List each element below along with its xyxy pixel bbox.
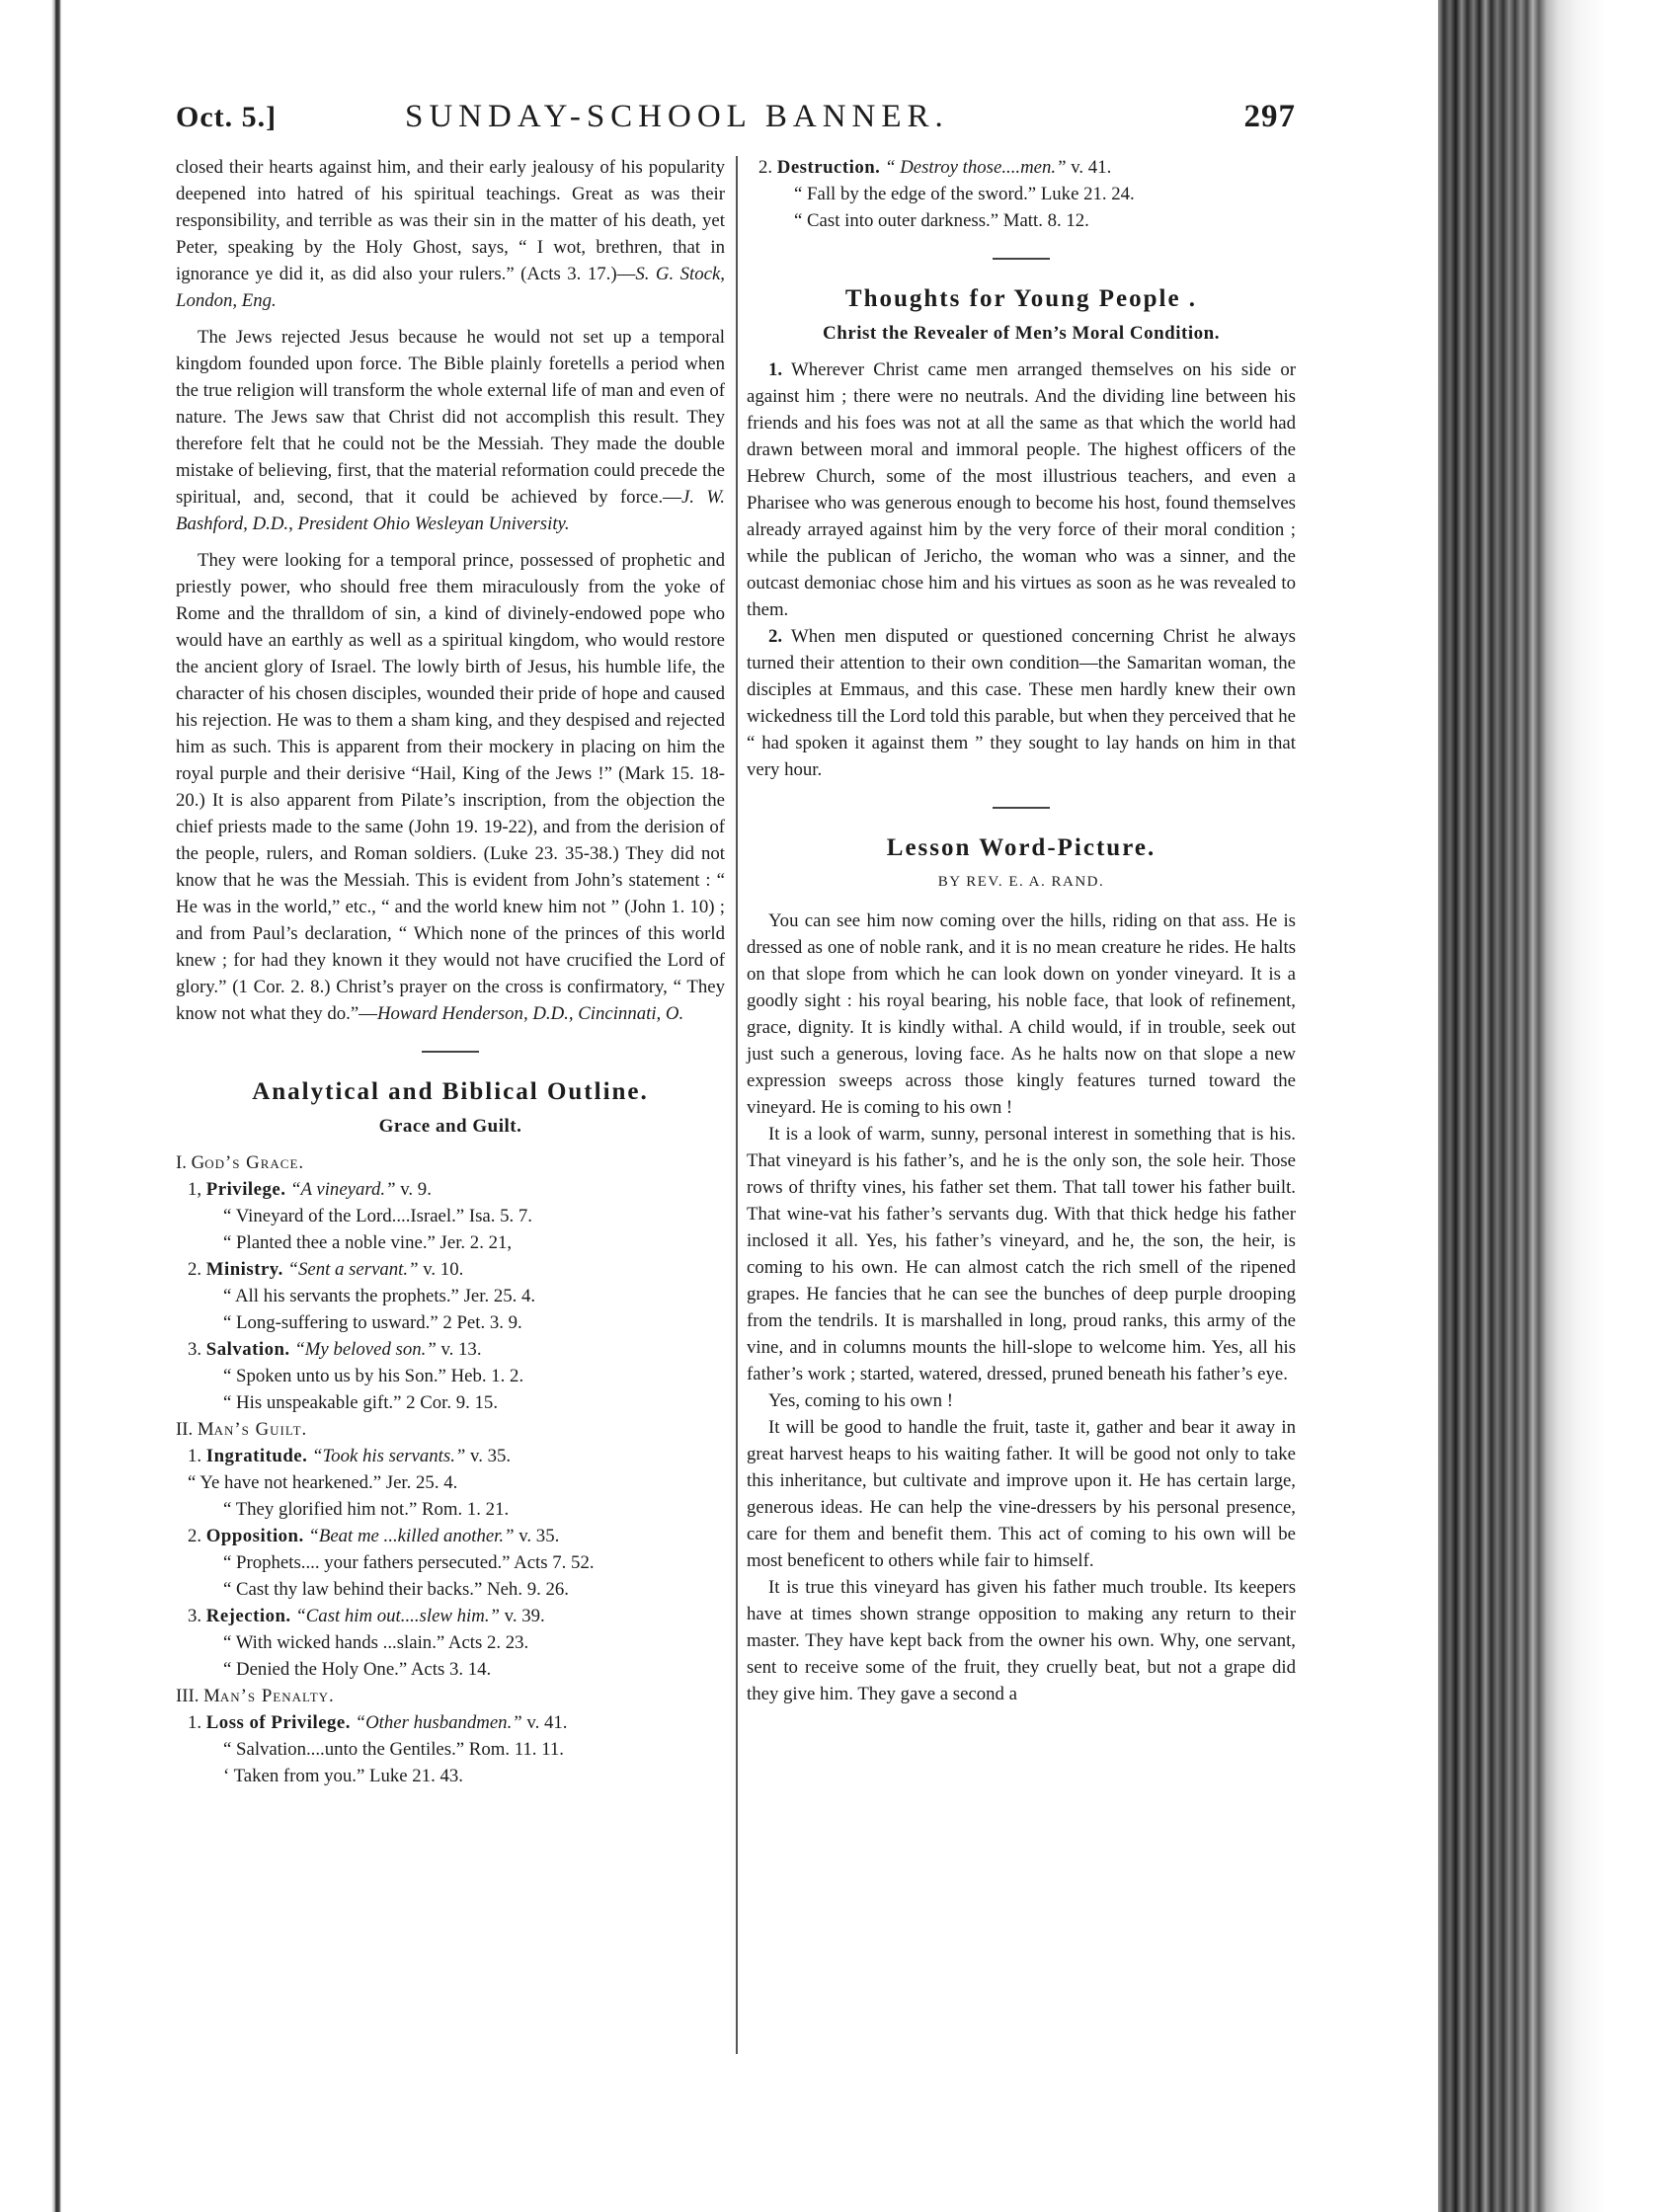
thoughts-subheading: Christ the Revealer of Men’s Moral Condition. bbox=[823, 323, 1220, 344]
outline-line: ‘ Taken from you.” Luke 21. 43. bbox=[223, 1766, 463, 1786]
paragraph: It will be good to handle the fruit, taste it, gather and bear it away in great harvest heaps to his waiting father. It will be good not only to take this inheritance, but cultivate and improve upon it. He has certain large, generous ideas. He can help the vine-dressers by his personal presence, care for them and benefit them. This act of coming to his own will be most beneficent to others while fair to himself. bbox=[747, 1417, 1296, 1571]
left-column bbox=[176, 154, 725, 1789]
paragraph: The Jews rejected Jesus because he would not set up a temporal kingdom founded upon force. The Bible plainly foretells a period when the true religion will transform the whole external life of man and even of nature. The Jews saw that Christ did not accomplish this result. They therefore felt that he could not be the Messiah. They made the double mistake of believing, first, that the material reformation could precede the spiritual, and, second, that it could be achieved by force.—J. W. Bashford, D.D., President Ohio Wesleyan University. bbox=[176, 327, 725, 534]
outline-line: 3. Salvation. “My beloved son.” v. 13. bbox=[188, 1339, 482, 1360]
section-divider bbox=[993, 258, 1050, 260]
outline-heading-line: II. Man’s Guilt. bbox=[176, 1419, 308, 1440]
outline-list bbox=[176, 1149, 725, 1789]
outline-line: “ Ye have not hearkened.” Jer. 25. 4. bbox=[188, 1472, 458, 1493]
outline-subheading: Grace and Guilt. bbox=[378, 1116, 522, 1137]
outline-line: “ Planted thee a noble vine.” Jer. 2. 21, bbox=[223, 1232, 513, 1253]
outline-heading: Analytical and Biblical Outline. bbox=[252, 1078, 649, 1105]
lesson-heading: Lesson Word-Picture. bbox=[886, 834, 1157, 861]
section-divider bbox=[422, 1051, 479, 1053]
section-divider bbox=[993, 807, 1050, 809]
issue-date: Oct. 5.] bbox=[176, 101, 278, 133]
paragraph: They were looking for a temporal prince, possessed of prophetic and priestly power, who should free them miraculously from the yoke of Rome and the thralldom of sin, a kind of divinely-endowed pope who would have an earthly as well as a spiritual kingdom, who would restore the ancient glory of Israel. The lowly birth of Jesus, his humble life, the character of his chosen disciples, wounded their pride of hope and caused his rejection. He was to them a sham king, and they despised and rejected him as such. This is apparent from their mockery in placing on him the royal purple and their derisive “Hail, King of the Jews !” (Mark 15. 18-20.) It is also apparent from Pilate’s inscription, from the objection the chief priests made to the same (John 19. 19-22), and from the derision of the people, rulers, and Roman soldiers. (Luke 23. 35-38.) They did not know that he was the Messiah. This is evident from John’s statement : “ He was in the world,” etc., “ and the world knew him not ” (John 1. 10) ; and from Paul’s declaration, “ Which none of the princes of this world knew ; for had they known it they would not have crucified the Lord of glory.” (1 Cor. 2. 8.) Christ’s prayer on the cross is confirmatory, “ They know not what they do.”—Howard Henderson, D.D., Cincinnati, O. bbox=[176, 550, 725, 1024]
right-column bbox=[747, 154, 1296, 1707]
thoughts-heading: Thoughts for Young People . bbox=[844, 285, 1198, 312]
outline-line: “ His unspeakable gift.” 2 Cor. 9. 15. bbox=[223, 1392, 499, 1413]
outline-line: “ Vineyard of the Lord....Israel.” Isa. 5. 7. bbox=[223, 1206, 532, 1226]
paragraph: You can see him now coming over the hills, riding on that ass. He is dressed as one of noble rank, and it is no mean creature he rides. He halts on that slope from which he can look down on yonder vineyard. It is a goodly sight : his royal bearing, his noble face, that look of refinement, grace, dignity. It is kindly withal. A child would, if in trouble, seek out just such a generous, loving face. As he halts now on that slope a new expression sweeps across those kingly features turned toward the vineyard. He is coming to his own ! bbox=[747, 910, 1296, 1118]
column-divider bbox=[736, 156, 738, 2054]
lesson-byline: BY REV. E. A. RAND. bbox=[937, 874, 1105, 890]
outline-line: 2. Ministry. “Sent a servant.” v. 10. bbox=[188, 1259, 464, 1280]
outline-line: “ Long-suffering to usward.” 2 Pet. 3. 9. bbox=[223, 1312, 522, 1333]
outline-line: “ Denied the Holy One.” Acts 3. 14. bbox=[223, 1659, 492, 1680]
author-credit: S. G. Stock, London, Eng. bbox=[176, 264, 725, 311]
outline-line: 2. Opposition. “Beat me ...killed another.” v. 35. bbox=[188, 1526, 560, 1546]
paragraph: 1. Wherever Christ came men arranged themselves on his side or against him ; there were no neutrals. And the dividing line between his friends and his foes was not at all the same as that which the world had drawn between moral and immoral people. The highest officers of the Hebrew Church, some of the most illustrious teachers, and even a Pharisee who was generous enough to become his host, found themselves already arrayed against him by the very force of their moral condition ; while the publican of Jericho, the woman who was a sinner, and the outcast demoniac chose him and his virtues as soon as he was revealed to them. bbox=[747, 359, 1296, 620]
outline-line: “ Cast thy law behind their backs.” Neh. 9. 26. bbox=[223, 1579, 569, 1600]
outline-line: “ Cast into outer darkness.” Matt. 8. 12. bbox=[794, 210, 1089, 231]
author-credit: J. W. Bashford, D.D., President Ohio Wesleyan University. bbox=[176, 487, 725, 534]
paragraph: It is a look of warm, sunny, personal interest in something that is his. That vineyard is his father’s, and he is the only son, the sole heir. Those rows of thrifty vines, his father set them. That tall tower his father built. That wine-vat his father’s servants dug. With that thick hedge his father inclosed it all. Yes, his father’s vineyard, and he, the son, the heir, is coming to his own. He can almost catch the rich smell of the ripened grapes. He fancies that he can see the bunches of deep purple drooping from the tendrils. It is marshalled in long, proud ranks, this army of the vine, and in columns mounts the hill-slope to welcome him. Yes, all his father’s work ; started, watered, dressed, pruned beneath his father’s eye. bbox=[747, 1124, 1296, 1384]
outline-line: 1, Privilege. “A vineyard.” v. 9. bbox=[188, 1179, 432, 1200]
outline-heading-line: III. Man’s Penalty. bbox=[176, 1686, 335, 1706]
outline-line: “ With wicked hands ...slain.” Acts 2. 23. bbox=[223, 1632, 529, 1653]
outline-line: 2. Destruction. “ Destroy those....men.” v. 41. bbox=[758, 157, 1112, 178]
outline-line: “ Fall by the edge of the sword.” Luke 21. 24. bbox=[794, 184, 1135, 204]
outline-line: 3. Rejection. “Cast him out....slew him.” v. 39. bbox=[188, 1606, 545, 1626]
outline-line: 1. Ingratitude. “Took his servants.” v. 35. bbox=[188, 1446, 512, 1466]
outline-line: “ They glorified him not.” Rom. 1. 21. bbox=[223, 1499, 510, 1520]
outline-line: 1. Loss of Privilege. “Other husbandmen.” v. 41. bbox=[188, 1712, 568, 1733]
author-credit: Howard Henderson, D.D., Cincinnati, O. bbox=[376, 1003, 684, 1024]
outline-line: “ Spoken unto us by his Son.” Heb. 1. 2. bbox=[223, 1366, 524, 1386]
outline-list-continued bbox=[747, 154, 1296, 234]
paragraph: It is true this vineyard has given his father much trouble. Its keepers have at times shown strange opposition to making any return to their master. They have kept back from the owner his own. Why, one servant, sent to receive some of the fruit, they cruelly beat, but not a grape did they give him. They gave a second a bbox=[747, 1577, 1296, 1704]
outline-line: “ Salvation....unto the Gentiles.” Rom. 11. 11. bbox=[223, 1739, 564, 1760]
outline-line: “ Prophets.... your fathers persecuted.” Acts 7. 52. bbox=[223, 1552, 595, 1573]
book-page-edges bbox=[1438, 0, 1675, 2212]
binding-gutter bbox=[0, 0, 61, 2212]
paragraph: Yes, coming to his own ! bbox=[768, 1390, 953, 1411]
paragraph: closed their hearts against him, and their early jealousy of his popularity deepened into hatred of his spiritual teachings. Great as was their responsibility, and terrible as was their sin in the matter of his death, yet Peter, speaking by the Holy Ghost, says, “ I wot, brethren, that in ignorance ye did it, as did also your rulers.” (Acts 3. 17.)—S. G. Stock, London, Eng. bbox=[176, 157, 725, 311]
page-header bbox=[176, 95, 1296, 150]
outline-line: “ All his servants the prophets.” Jer. 25. 4. bbox=[223, 1286, 536, 1306]
outline-heading-line: I. God’s Grace. bbox=[176, 1152, 305, 1173]
publication-title: SUNDAY-SCHOOL BANNER. bbox=[405, 99, 949, 134]
page-number: 297 bbox=[1243, 99, 1296, 134]
paragraph: 2. When men disputed or questioned concerning Christ he always turned their attention to their own condition—the Samaritan woman, the disciples at Emmaus, and this case. These men hardly knew their own wickedness till the Lord told this parable, but when they perceived that he “ had spoken it against them ” they sought to lay hands on him in that very hour. bbox=[747, 626, 1296, 780]
